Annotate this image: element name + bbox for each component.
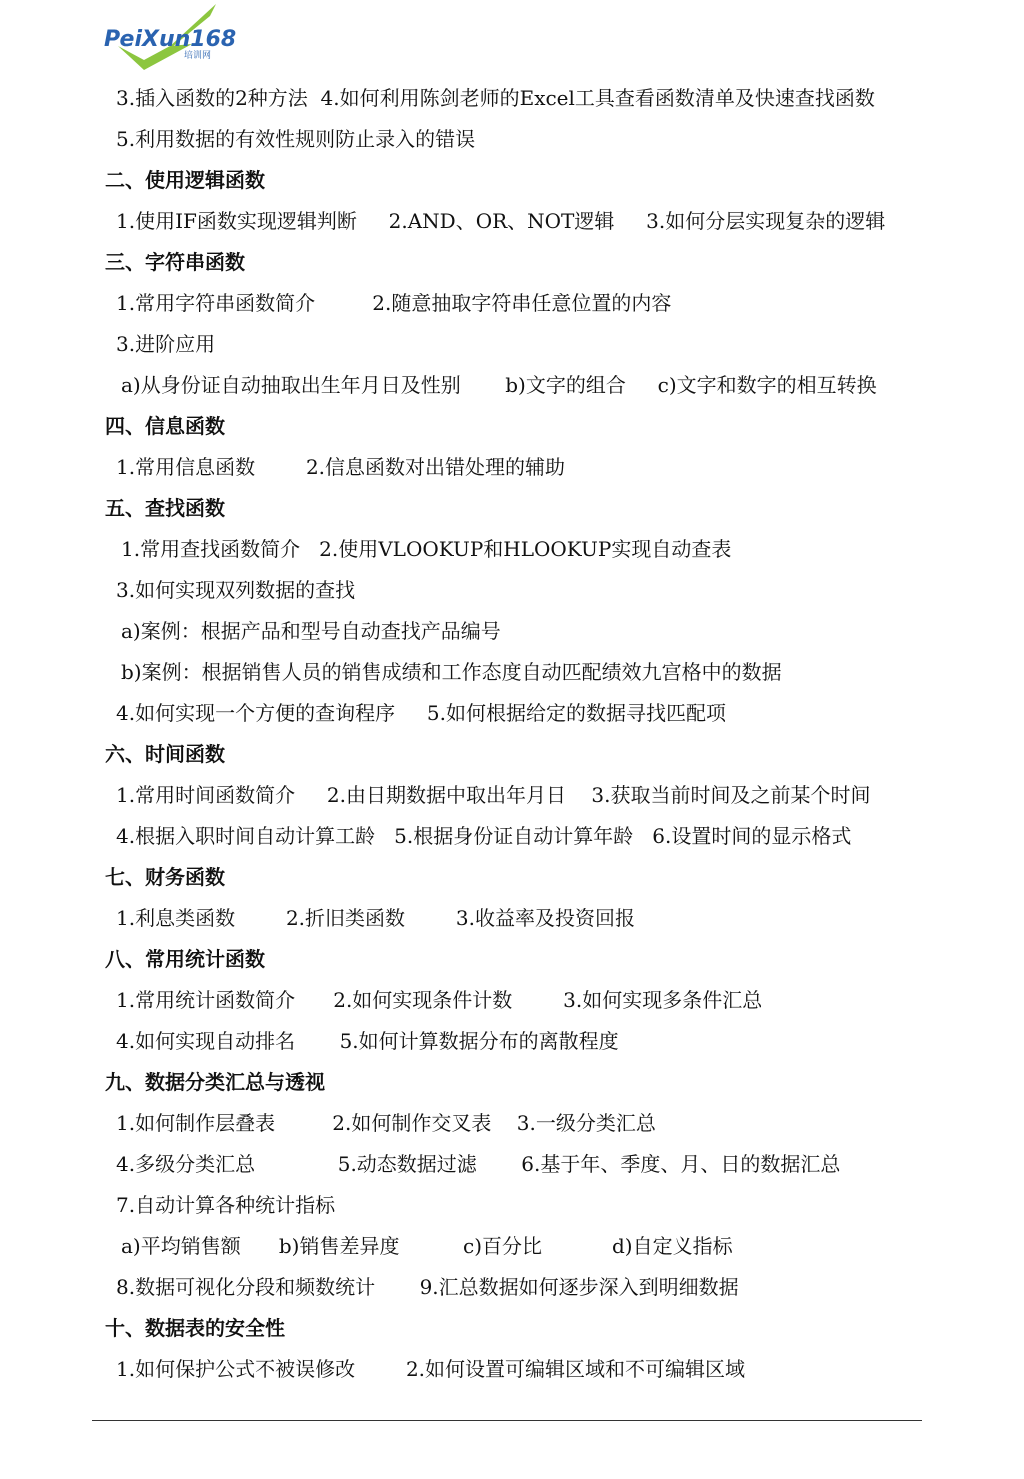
outline-item-line: 1.如何制作层叠表 2.如何制作交叉表 3.一级分类汇总	[116, 1111, 656, 1135]
section-heading: 四、信息函数	[105, 414, 225, 438]
sub-item-line: b)案例：根据销售人员的销售成绩和工作态度自动匹配绩效九宫格中的数据	[121, 660, 782, 684]
outline-item-line: 4.根据入职时间自动计算工龄 5.根据身份证自动计算年龄 6.设置时间的显示格式	[116, 824, 852, 848]
sub-item-line: a)平均销售额 b)销售差异度 c)百分比 d)自定义指标	[121, 1234, 733, 1258]
section-heading: 十、数据表的安全性	[105, 1316, 285, 1340]
section-heading: 八、常用统计函数	[105, 947, 265, 971]
outline-item-line: 4.多级分类汇总 5.动态数据过滤 6.基于年、季度、月、日的数据汇总	[116, 1152, 841, 1176]
outline-item-line: 1.利息类函数 2.折旧类函数 3.收益率及投资回报	[116, 906, 635, 930]
section-heading: 六、时间函数	[105, 742, 225, 766]
section-heading: 九、数据分类汇总与透视	[105, 1070, 325, 1094]
outline-item-line: 4.如何实现一个方便的查询程序 5.如何根据给定的数据寻找匹配项	[116, 701, 726, 725]
outline-item-line: 1.常用时间函数简介 2.由日期数据中取出年月日 3.获取当前时间及之前某个时间	[116, 783, 871, 807]
footer-divider	[92, 1420, 922, 1421]
sub-item-line: 1.常用查找函数简介 2.使用VLOOKUP和HLOOKUP实现自动查表	[121, 537, 732, 561]
section-heading: 二、使用逻辑函数	[105, 168, 265, 192]
outline-item-line: 4.如何实现自动排名 5.如何计算数据分布的离散程度	[116, 1029, 619, 1053]
outline-item-line: 5.利用数据的有效性规则防止录入的错误	[116, 127, 476, 151]
section-heading: 七、财务函数	[105, 865, 225, 889]
outline-item-line: 1.如何保护公式不被误修改 2.如何设置可编辑区域和不可编辑区域	[116, 1357, 746, 1381]
logo-sub-text: 培训网	[184, 51, 212, 61]
outline-item-line: 1.常用字符串函数简介 2.随意抽取字符串任意位置的内容	[116, 291, 672, 315]
outline-item-line: 1.常用统计函数简介 2.如何实现条件计数 3.如何实现多条件汇总	[116, 988, 763, 1012]
section-heading: 五、查找函数	[105, 496, 225, 520]
outline-item-line: 3.如何实现双列数据的查找	[116, 578, 356, 602]
peixun168-logo	[100, 2, 240, 74]
sub-item-line: a)案例：根据产品和型号自动查找产品编号	[121, 619, 501, 643]
sub-item-line: a)从身份证自动抽取出生年月日及性别 b)文字的组合 c)文字和数字的相互转换	[121, 373, 877, 397]
outline-item-line: 1.使用IF函数实现逻辑判断 2.AND、OR、NOT逻辑 3.如何分层实现复杂的逻辑	[116, 209, 886, 233]
outline-item-line: 3.进阶应用	[116, 332, 216, 356]
section-heading: 三、字符串函数	[105, 250, 245, 274]
outline-item-line: 1.常用信息函数 2.信息函数对出错处理的辅助	[116, 455, 566, 479]
logo-brand-text: PeiXun168	[104, 27, 237, 52]
outline-item-line: 8.数据可视化分段和频数统计 9.汇总数据如何逐步深入到明细数据	[116, 1275, 739, 1299]
outline-item-line: 3.插入函数的2种方法 4.如何利用陈剑老师的Excel工具查看函数清单及快速查找函数	[116, 86, 875, 110]
outline-item-line: 7.自动计算各种统计指标	[116, 1193, 336, 1217]
